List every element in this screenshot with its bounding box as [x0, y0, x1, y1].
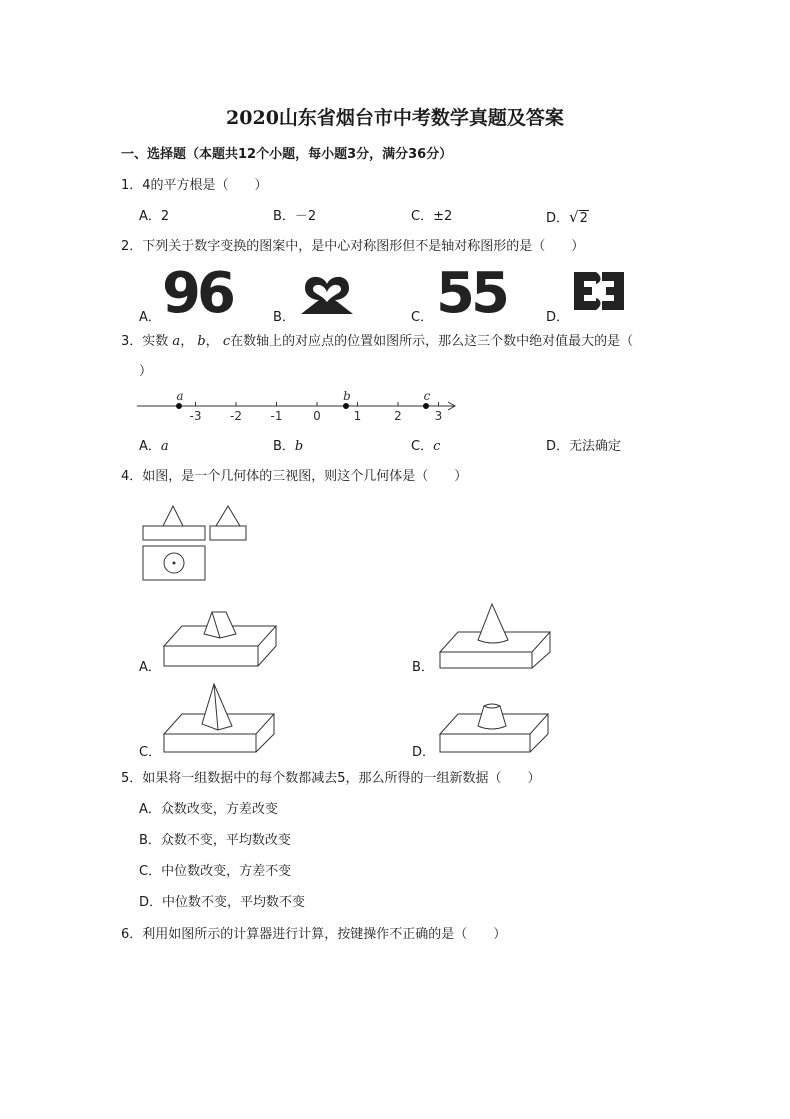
q4-option-b-label: B． — [412, 660, 434, 675]
axis-tick-label: 1 — [353, 409, 362, 423]
q4-option-c-figure — [160, 682, 280, 754]
q1-option-d — [546, 209, 589, 227]
side-view-top — [216, 506, 240, 526]
q2-option-c-label: C． — [411, 310, 434, 325]
var-b: b — [197, 334, 206, 349]
page-title: 2020山东省烟台市中考数学真题及答案 — [226, 107, 564, 129]
q5-option-a: A．众数改变，方差改变 — [139, 802, 278, 817]
q4-stem: 4．如图，是一个几何体的三视图，则这个几何体是（ ） — [121, 469, 468, 484]
sqrt-symbol: √ — [569, 208, 579, 226]
q2-glyph-96: 96 — [162, 261, 232, 326]
front-view-top — [163, 506, 183, 526]
q2-option-d-label: D． — [546, 310, 570, 325]
q5-stem: 5．如果将一组数据中的每个数都减去5，那么所得的一组新数据（ ） — [121, 771, 541, 786]
q3-option-c: C．c — [411, 439, 441, 454]
q3-option-a: A．a — [139, 439, 169, 454]
q1-option-d-radicand: 2 — [579, 211, 588, 226]
axis-tick-label: 0 — [313, 409, 321, 423]
section-heading: 一、选择题（本题共12个小题，每小题3分，满分36分） — [121, 147, 453, 162]
q4-option-d-figure — [436, 696, 556, 754]
axis-tick-label: -2 — [230, 409, 242, 423]
q6-stem: 6．利用如图所示的计算器进行计算，按键操作不正确的是（ ） — [121, 927, 507, 942]
point-c — [423, 403, 429, 409]
q2-stem: 2．下列关于数字变换的图案中，是中心对称图形但不是轴对称图形的是（ ） — [121, 239, 585, 254]
axis-tick-label: -3 — [189, 409, 202, 423]
q4-option-a-figure — [160, 608, 280, 670]
q2-option-a-label: A． — [139, 310, 161, 325]
point-b — [343, 403, 349, 409]
q3-option-b: B．b — [273, 439, 304, 454]
front-view-base — [143, 526, 205, 540]
axis-tick-label: -1 — [270, 409, 283, 423]
point-label-b: b — [343, 389, 351, 403]
q2-glyph-55: 55 — [436, 261, 506, 326]
q4-option-c-label: C． — [139, 745, 162, 760]
q2-glyph-heart-2 — [297, 270, 357, 318]
axis-tick-label: 2 — [394, 409, 402, 423]
q1-option-b: B．－2 — [273, 209, 317, 224]
q1-option-c: C．±2 — [411, 209, 453, 224]
q5-option-b: B．众数不变，平均数改变 — [139, 833, 291, 848]
q4-option-b-figure — [436, 600, 556, 670]
q1-option-d-prefix: D． — [546, 211, 570, 226]
q2-glyph-e3 — [568, 266, 630, 316]
q3-option-d: D．无法确定 — [546, 439, 622, 454]
q3-stem-continued: ） — [139, 364, 153, 379]
side-view-base — [210, 526, 246, 540]
q4-option-a-label: A． — [139, 660, 161, 675]
axis-tick-label: 3 — [434, 409, 443, 423]
point-label-a: a — [176, 389, 184, 403]
q1-option-a: A．2 — [139, 209, 170, 224]
q1-stem: 1．4的平方根是（ ） — [121, 178, 268, 193]
number-line-figure — [137, 388, 462, 424]
q2-option-b-label: B． — [273, 310, 295, 325]
top-view-center — [173, 562, 176, 565]
point-a — [176, 403, 182, 409]
var-a: a — [172, 334, 181, 349]
q5-option-c: C．中位数改变，方差不变 — [139, 864, 292, 879]
point-label-c: c — [423, 389, 431, 403]
var-c: c — [222, 334, 231, 349]
q5-option-d: D．中位数不变，平均数不变 — [139, 895, 306, 910]
three-view-drawing — [140, 500, 252, 584]
q3-stem: 3．实数 a， b， c在数轴上的对应点的位置如图所示，那么这三个数中绝对值最大的是（ — [121, 334, 634, 349]
q4-option-d-label: D． — [412, 745, 436, 760]
